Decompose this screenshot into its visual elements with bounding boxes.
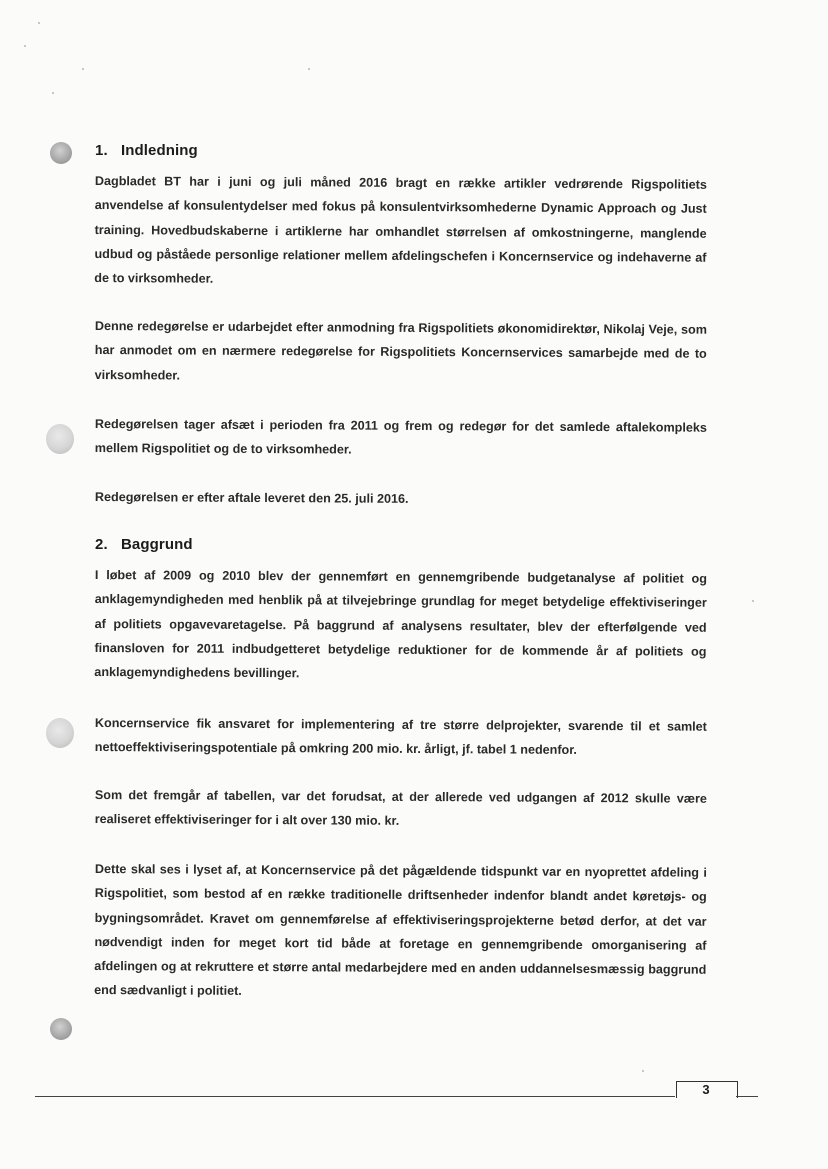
scan-speck	[38, 22, 40, 24]
paragraph-koncernservice: Koncernservice fik ansvaret for implementering af tre større delprojekter, svarende til et samlet nettoeffektiviseringspotentiale på omkring 200 mio. kr. årligt, jf. tabel 1 nedenfor.	[94, 715, 707, 758]
scan-speck	[82, 68, 84, 70]
paragraph-delivery: Redegørelsen er efter aftale leveret den 25. juli 2016.	[94, 489, 409, 506]
scan-speck	[642, 1070, 644, 1072]
punch-hole-upper	[46, 424, 74, 454]
section-number: 2.	[95, 536, 108, 553]
paragraph-period: Redegørelsen tager afsæt i perioden fra 2011 og frem og redegør for det samlede aftalekompleks mellem Rigspolitiet og de to virksomheder.	[94, 416, 707, 457]
paragraph-intro: Dagbladet BT har i juni og juli måned 2016 bragt en række artikler vedrørende Rigspolitiets anvendelse af konsulentydelser med fokus på konsulentvirksomhederne Dynamic Approach og Just training. Hovedbudskaberne i artiklerne har omhandlet størrelsen af omkostningerne, manglende udbud og påståede personlige relationer mellem afdelingschefen i Koncernservice og indehaverne af de to virksomheder.	[94, 173, 707, 286]
punch-hole-top	[50, 142, 72, 164]
punch-hole-bottom	[50, 1018, 72, 1040]
page-number: 3	[702, 1082, 710, 1097]
section-heading-baggrund	[95, 536, 193, 553]
footer-rule	[35, 1096, 675, 1097]
paragraph-table-note: Som det fremgår af tabellen, var det forudsat, at der allerede ved udgangen af 2012 skulle være realiseret effektiviseringer for i alt over 130 mio. kr.	[94, 787, 707, 829]
punch-hole-lower	[46, 718, 74, 748]
scan-speck	[752, 600, 754, 602]
paragraph-budget-analysis: I løbet af 2009 og 2010 blev der gennemført en gennemgribende budgetanalyse af politiet og anklagemyndigheden med henblik på at tilvejebringe grundlag for meget betydelige effektiviseringer af politiets opgavevaretagelse. På baggrund af analysens resultater, blev der efterfølgende ved finansloven for 2011 indbudgetteret betydelige reduktioner for de kommende år af politiets og anklagemyndighedens bevillinger.	[94, 567, 707, 681]
paragraph-context: Dette skal ses i lyset af, at Koncernservice på det pågældende tidspunkt var en nyoprettet afdeling i Rigspolitiet, som bestod af en række traditionelle driftsenheder indenfor blandt andet køretøjs- og bygningsområdet. Kravet om gennemførelse af effektiviseringsprojekterne betød derfor, at det var nødvendigt inden for meget kort tid både at foretage en gennemgribende omorganisering af afdelingen og at rekruttere et større antal medarbejdere med en anden uddannelsesmæssig baggrund end sædvanligt i politiet.	[94, 861, 707, 999]
scan-speck	[52, 92, 54, 94]
section-title: Indledning	[121, 142, 198, 159]
section-number: 1.	[95, 142, 108, 159]
scan-speck	[308, 68, 310, 70]
scan-speck	[24, 45, 26, 47]
paragraph-request: Denne redegørelse er udarbejdet efter anmodning fra Rigspolitiets økonomidirektør, Nikolaj Veje, som har anmodet om en nærmere redegørelse for Rigspolitiets Koncernservices samarbejde med de to virksomheder.	[94, 318, 707, 383]
footer-rule-tail	[736, 1096, 758, 1097]
section-heading-indledning	[95, 142, 198, 159]
section-title: Baggrund	[121, 536, 193, 553]
